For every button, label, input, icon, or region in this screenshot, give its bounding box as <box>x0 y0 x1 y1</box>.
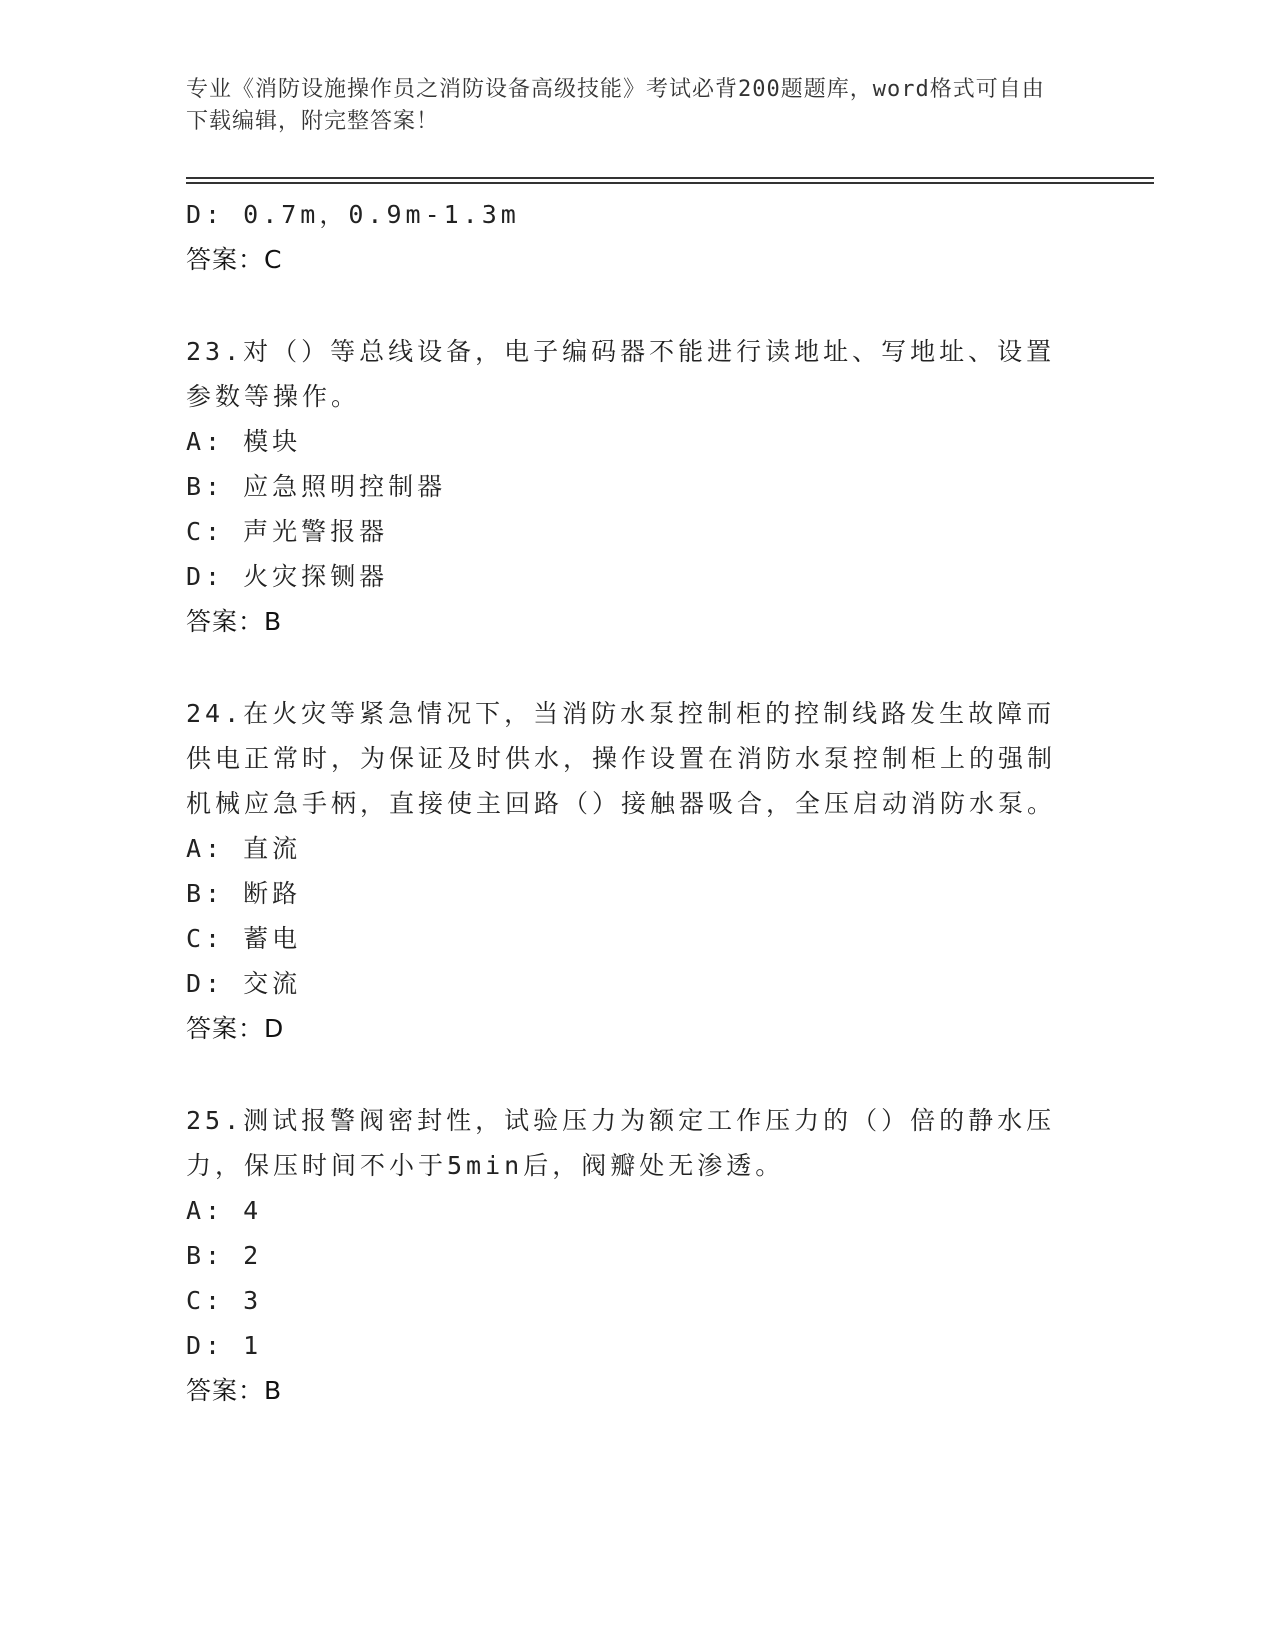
header-rule-top <box>186 177 1154 179</box>
option-a: A: 4 <box>186 1196 263 1225</box>
option-a: A: 模块 <box>186 427 302 456</box>
answer-line: 答案：B <box>186 607 283 636</box>
question-text: 23.对（）等总线设备，电子编码器不能进行读地址、写地址、设置参数等操作。 <box>186 337 1056 411</box>
question-text: 25.测试报警阀密封性，试验压力为额定工作压力的（）倍的静水压力，保压时间不小于5min后，阀瓣处无渗透。 <box>186 1106 1056 1180</box>
question-23 <box>186 329 1086 644</box>
question-25 <box>186 1098 1086 1413</box>
option-d: D: 0.7m，0.9m-1.3m <box>186 200 520 229</box>
header-rule-bottom <box>186 182 1154 184</box>
document-header: 专业《消防设施操作员之消防设备高级技能》考试必背200题题库，word格式可自由下载编辑，附完整答案！ <box>186 77 1045 134</box>
question-text: 24.在火灾等紧急情况下，当消防水泵控制柜的控制线路发生故障而供电正常时，为保证及时供水，操作设置在消防水泵控制柜上的强制机械应急手柄，直接使主回路（）接触器吸合，全压启动消防水泵。 <box>186 699 1057 818</box>
option-c: C: 3 <box>186 1286 263 1315</box>
option-d: D: 交流 <box>186 969 302 998</box>
question-list <box>186 192 1086 1413</box>
answer-line: 答案：D <box>186 1014 285 1043</box>
previous-question-tail <box>186 192 1086 282</box>
option-b: B: 2 <box>186 1241 263 1270</box>
option-b: B: 断路 <box>186 879 302 908</box>
answer-line: 答案：B <box>186 1376 283 1405</box>
option-a: A: 直流 <box>186 834 302 863</box>
option-c: C: 声光警报器 <box>186 517 389 546</box>
question-24 <box>186 691 1086 1051</box>
option-d: D: 火灾探铡器 <box>186 562 389 591</box>
option-d: D: 1 <box>186 1331 263 1360</box>
option-c: C: 蓄电 <box>186 924 302 953</box>
option-b: B: 应急照明控制器 <box>186 472 447 501</box>
answer-line: 答案：C <box>186 245 283 274</box>
